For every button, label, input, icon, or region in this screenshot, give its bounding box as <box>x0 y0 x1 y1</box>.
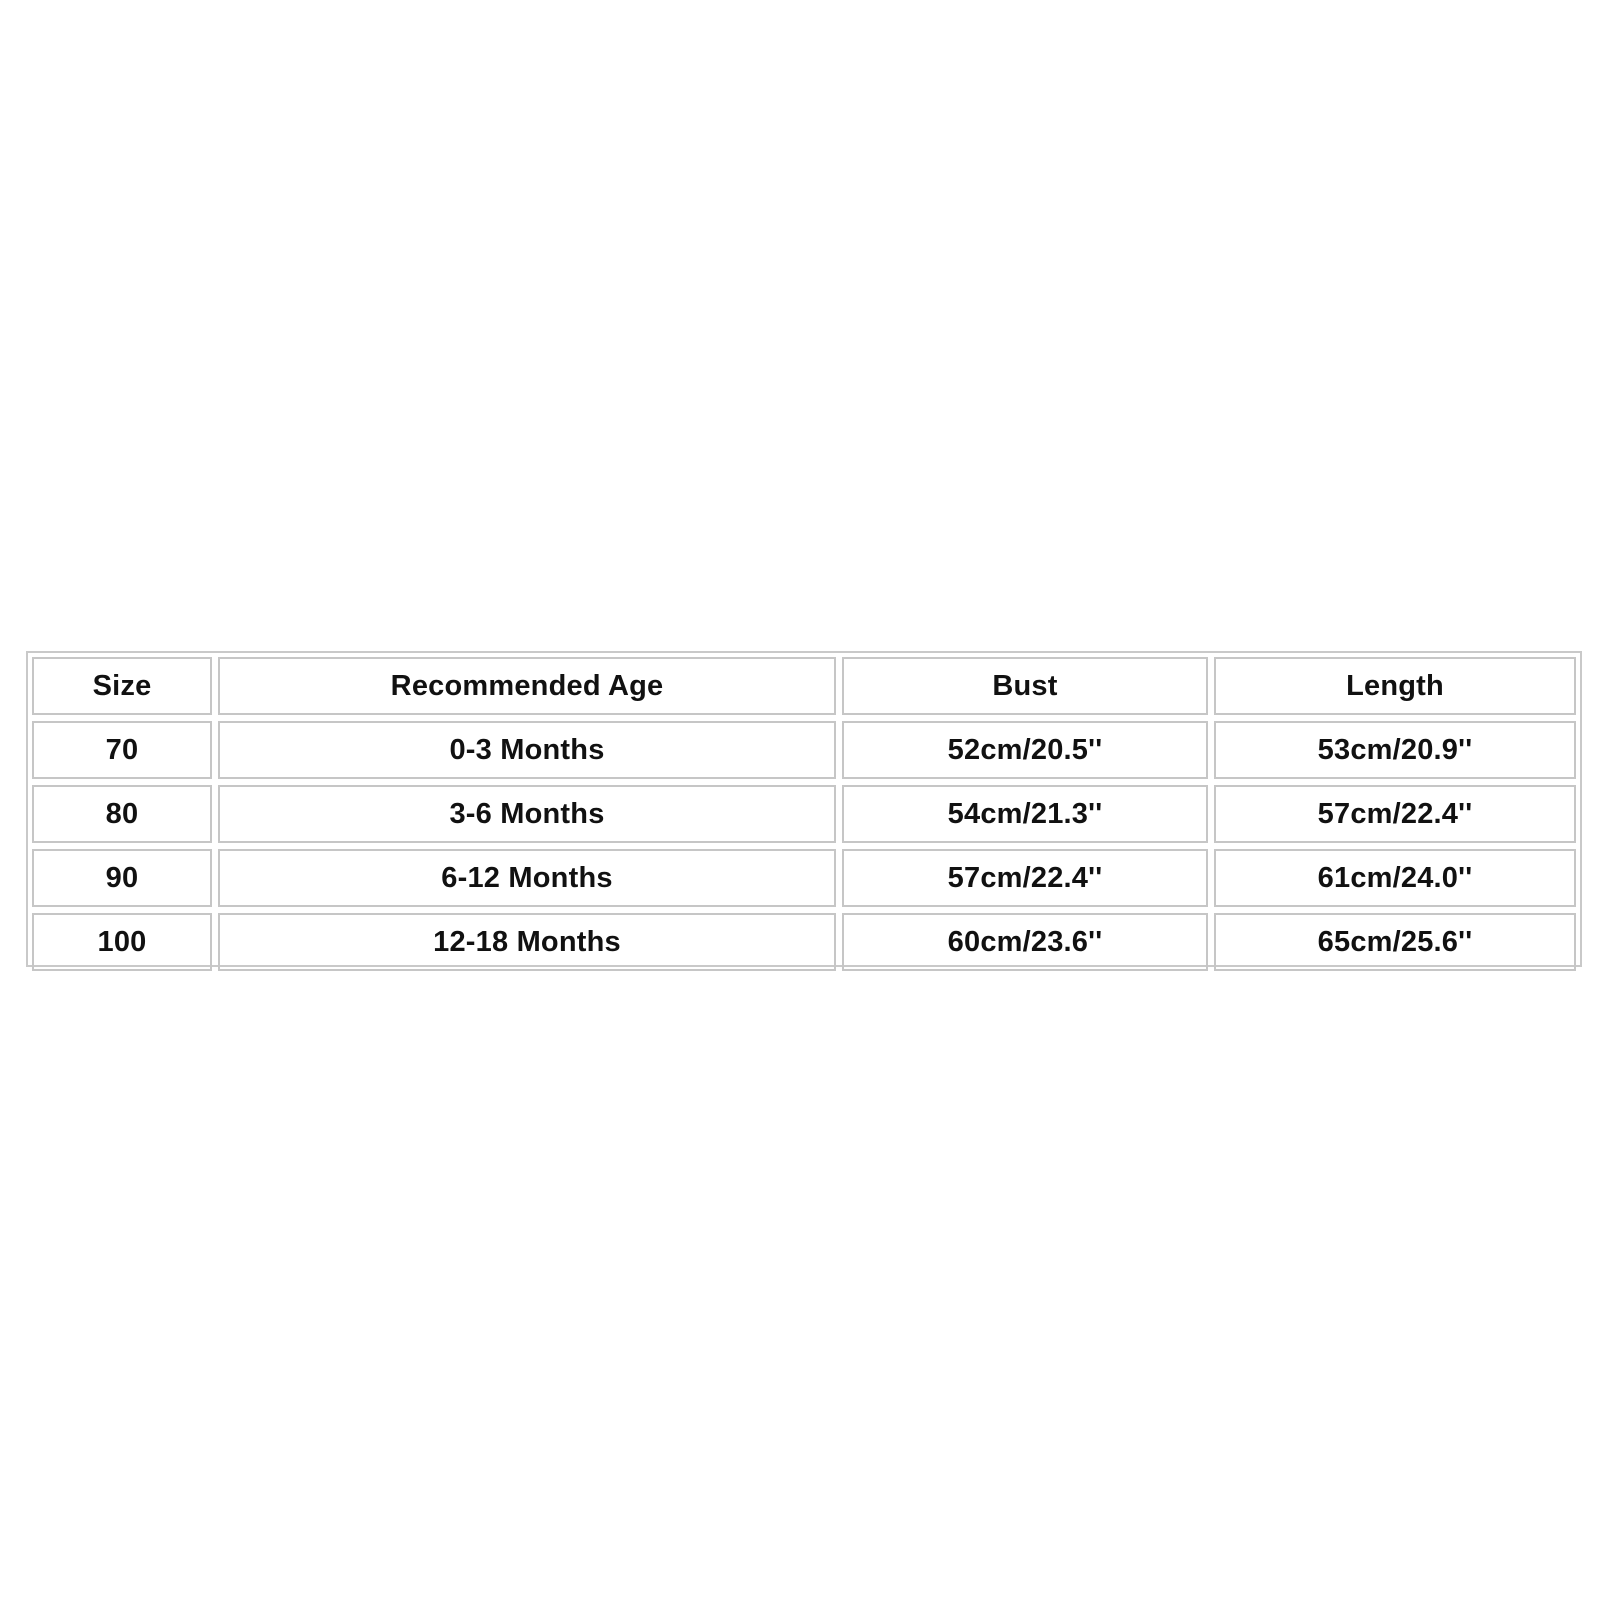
table-row <box>32 849 1576 907</box>
size-table <box>26 651 1582 977</box>
cell-size: 80 <box>32 785 212 843</box>
table-row <box>32 913 1576 971</box>
cell-bust: 52cm/20.5'' <box>842 721 1208 779</box>
cell-size: 100 <box>32 913 212 971</box>
table-row <box>32 785 1576 843</box>
header-cell-recommended-age: Recommended Age <box>218 657 836 715</box>
header-cell-size: Size <box>32 657 212 715</box>
cell-length: 61cm/24.0'' <box>1214 849 1576 907</box>
cell-recommended-age: 3-6 Months <box>218 785 836 843</box>
cell-bust: 60cm/23.6'' <box>842 913 1208 971</box>
cell-bust: 54cm/21.3'' <box>842 785 1208 843</box>
size-chart <box>26 651 1582 967</box>
cell-length: 65cm/25.6'' <box>1214 913 1576 971</box>
cell-length: 53cm/20.9'' <box>1214 721 1576 779</box>
header-cell-bust: Bust <box>842 657 1208 715</box>
cell-recommended-age: 6-12 Months <box>218 849 836 907</box>
cell-bust: 57cm/22.4'' <box>842 849 1208 907</box>
cell-recommended-age: 0-3 Months <box>218 721 836 779</box>
cell-size: 70 <box>32 721 212 779</box>
table-row <box>32 721 1576 779</box>
cell-length: 57cm/22.4'' <box>1214 785 1576 843</box>
header-cell-length: Length <box>1214 657 1576 715</box>
cell-size: 90 <box>32 849 212 907</box>
table-header-row <box>32 657 1576 715</box>
cell-recommended-age: 12-18 Months <box>218 913 836 971</box>
